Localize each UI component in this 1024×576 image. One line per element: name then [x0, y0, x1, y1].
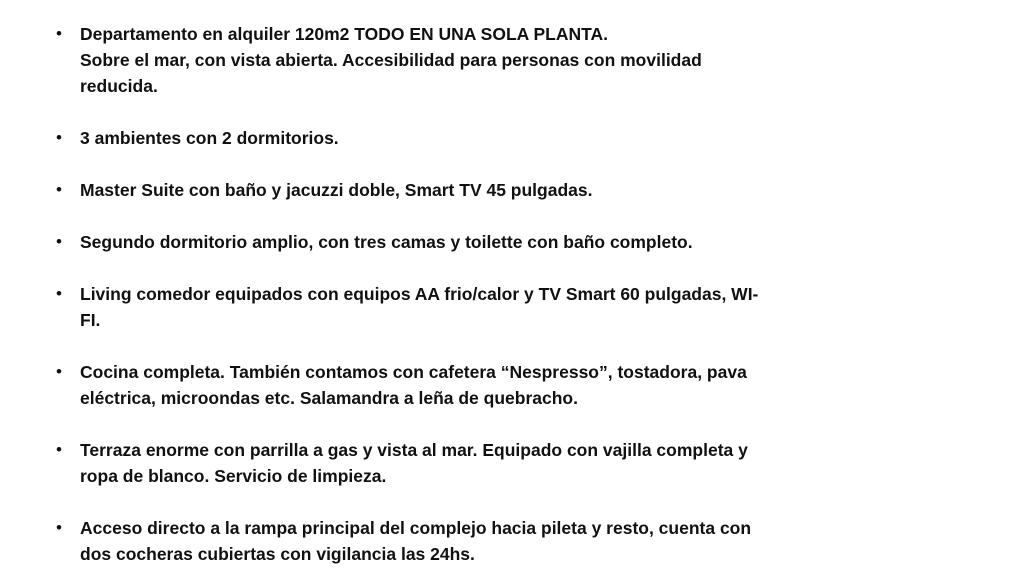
text-line: reducida.: [80, 76, 158, 96]
text-line: Sobre el mar, con vista abierta. Accesibilidad para personas con movilidad: [80, 50, 702, 70]
text-line: Segundo dormitorio amplio, con tres camas y toilette con baño completo.: [80, 232, 693, 252]
text-line: dos cocheras cubiertas con vigilancia las 24hs.: [80, 544, 475, 564]
text-line: FI.: [80, 310, 101, 330]
bullet-icon: •: [56, 232, 62, 251]
bullet-icon: •: [56, 128, 62, 147]
list-item-text: [80, 125, 816, 151]
list-item-text: [80, 281, 816, 333]
list-item-text: [80, 229, 816, 255]
list-item: [56, 359, 816, 411]
list-item: [56, 177, 816, 203]
bullet-icon: •: [56, 518, 62, 537]
text-line: ropa de blanco. Servicio de limpieza.: [80, 466, 387, 486]
text-line: eléctrica, microondas etc. Salamandra a leña de quebracho.: [80, 388, 578, 408]
bullet-icon: •: [56, 180, 62, 199]
list-item-text: [80, 177, 816, 203]
text-line: Acceso directo a la rampa principal del complejo hacia pileta y resto, cuenta con: [80, 518, 752, 538]
list-item: [56, 125, 816, 151]
list-item: [56, 21, 816, 99]
text-line: Cocina completa. También contamos con cafetera “Nespresso”, tostadora, pava: [80, 362, 747, 382]
text-line: 3 ambientes con 2 dormitorios.: [80, 128, 339, 148]
list-item: [56, 229, 816, 255]
list-item-text: [80, 437, 816, 489]
text-line: Terraza enorme con parrilla a gas y vista al mar. Equipado con vajilla completa y: [80, 440, 748, 460]
bullet-icon: •: [56, 24, 62, 43]
bullet-icon: •: [56, 362, 62, 381]
list-item-text: [80, 21, 816, 99]
feature-list: [56, 21, 816, 567]
bullet-icon: •: [56, 284, 62, 303]
list-item: [56, 515, 816, 567]
list-item: [56, 437, 816, 489]
text-line: Departamento en alquiler 120m2 TODO EN UNA SOLA PLANTA.: [80, 24, 609, 44]
list-item: [56, 281, 816, 333]
list-item-text: [80, 359, 816, 411]
text-line: Master Suite con baño y jacuzzi doble, Smart TV 45 pulgadas.: [80, 180, 593, 200]
list-item-text: [80, 515, 816, 567]
text-line: Living comedor equipados con equipos AA frio/calor y TV Smart 60 pulgadas, WI-: [80, 284, 759, 304]
bullet-icon: •: [56, 440, 62, 459]
